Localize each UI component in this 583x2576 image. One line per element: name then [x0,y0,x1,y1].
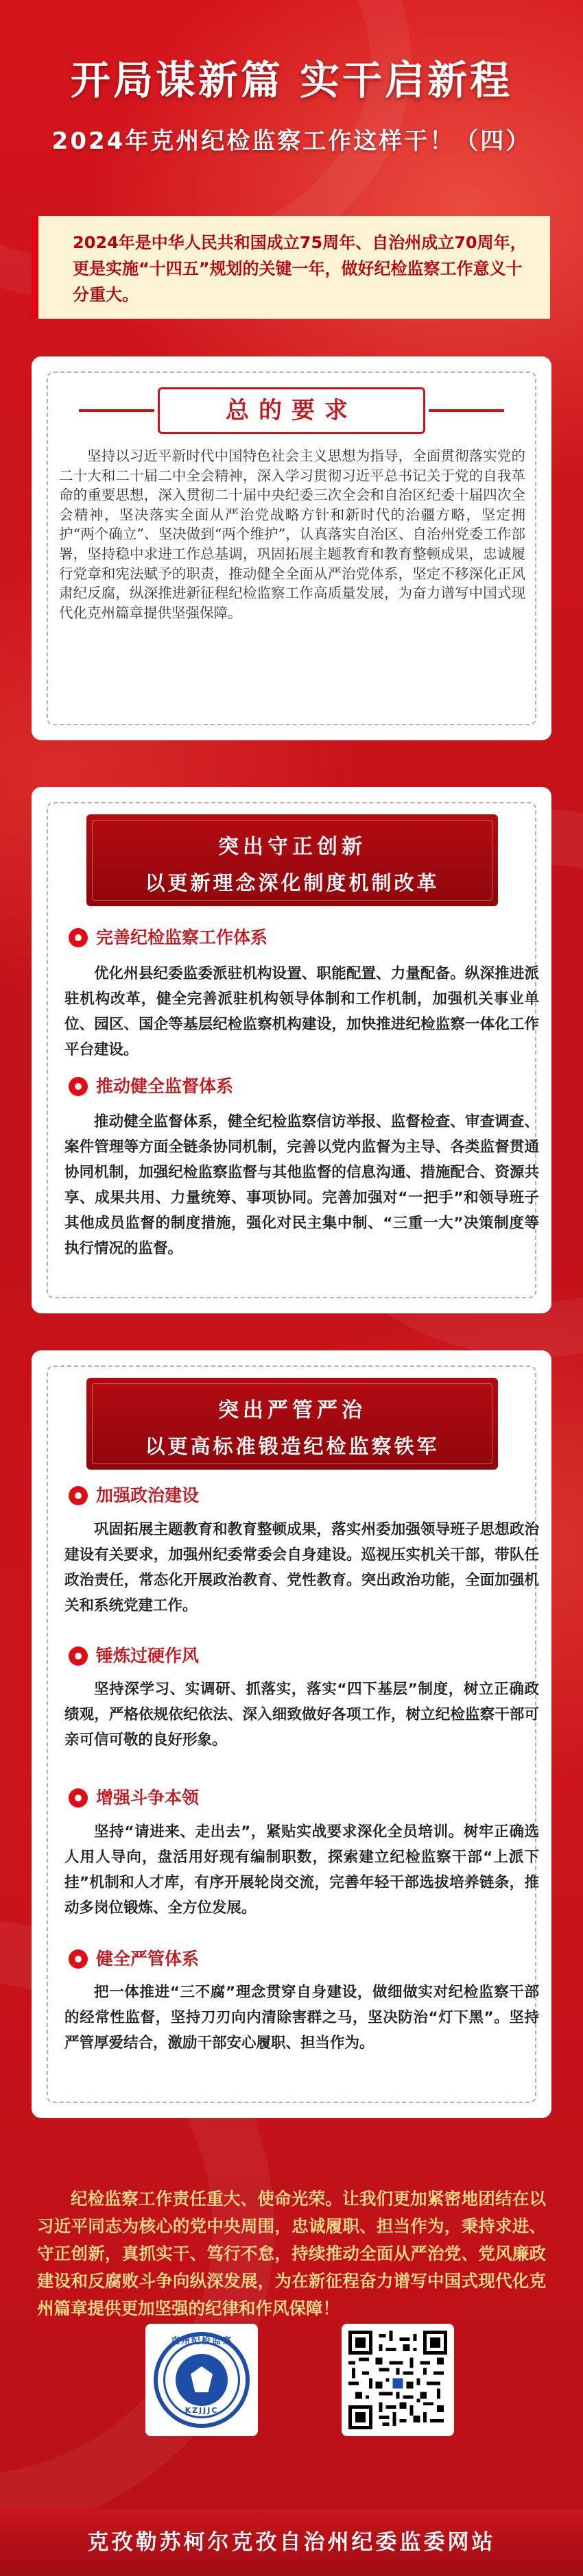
logo-bottom-text: KZJJJC [185,2406,219,2415]
section-banner [86,1378,498,1470]
qr-code[interactable] [342,2324,454,2436]
section-banner [86,814,498,906]
subsection-text: 坚持深学习、实调研、抓落实，落实“四下基层”制度，树立正确政绩观，严格依规依纪依法、深入细致做好各项工作，树立纪检监察干部可亲可信可敬的良好形象。 [64,1681,539,1749]
subsection-tag [69,1642,199,1670]
subsection-text: 坚持“请进来、走出去”，紧贴实战要求深化全员培训。树牢正确选人用人导向，盘活用好现有编制职数，探索建立纪检监察干部“上派下挂”机制和人才库，有序开展轮岗交流，完善年轻干部选拔培养链条，推动多岗位锻炼、全方位发展。 [64,1823,539,1917]
subsection-tag-label: 增强斗争本领 [96,1788,200,1808]
footer-bar [0,2509,583,2576]
bullet-icon [69,1788,88,1808]
bullet-icon [69,1077,88,1096]
subsection-tag [69,924,267,951]
subsection-tag-label: 完善纪检监察工作体系 [96,927,268,947]
banner-line-1: 突出守正创新 [218,835,366,859]
bullet-icon [69,928,88,947]
banner-line-1: 突出严管严治 [218,1398,366,1422]
intro-text: 2024年是中华人民共和国成立75周年、自治州成立70周年，更是实施“十四五”规划的关键一年，做好纪检监察工作意义十分重大。 [73,233,527,304]
banner-line-2: 以更新理念深化制度机制改革 [145,871,440,895]
subsection-text: 巩固拓展主题教育和教育整顿成果，落实州委加强领导班子思想政治建设有关要求，加强州纪委常委会自身建设。巡视压实机关干部，带队任政治责任，常态化开展政治教育、党性教育。突出政治功能，全面加强机关和系统党建工作。 [64,1521,539,1614]
page-subtitle: 2024年克州纪检监察工作这样干！（四） [51,127,532,155]
subsection-tag-label: 健全严管体系 [96,1949,200,1969]
closing-text: 纪检监察工作责任重大、使命光荣。让我们更加紧密地团结在以习近平同志为核心的党中央周围，忠诚履职、担当作为，秉持求进、守正创新，真抓实干、笃行不怠，持续推动全面从严治党、党风廉政建设和反腐败斗争向纵深发展，为在新征程奋力谱写中国式现代化克州篇章提供更加坚强的纪律和作风保障！ [37,2189,546,2318]
summary-text: 坚持以习近平新时代中国特色社会主义思想为指导，全面贯彻落实党的二十大和二十届二中全会精神，深入学习贯彻习近平总书记关于党的自我革命的重要思想，深入贯彻二十届中央纪委三次全会和自治区纪委十届四次全会精神，坚决落实全面从严治党战略方针和新时代的治疆方略，坚定拥护“两个确立”、坚决做到“两个维护”，认真落实自治区、自治州党委工作部署，坚持稳中求进工作总基调，巩固拓展主题教育和教育整顿成果，忠诚履行党章和宪法赋予的职责，推动健全全面从严治党体系，坚定不移深化正风肃纪反腐，纵深推进新征程纪检监察工作高质量发展，为奋力谱写中国式现代化克州篇章提供坚强保障。 [59,448,525,621]
subsection-text: 优化州县纪委监委派驻机构设置、职能配置、力量配备。纵深推进派驻机构改革，健全完善派驻机构领导体制和工作机制，加强机关事业单位、园区、国企等基层纪检监察机构建设，加快推进纪检监察一体化工作平台建设。 [64,965,539,1058]
qr-code-icon [348,2331,447,2429]
bullet-icon [69,1647,88,1666]
subsection-tag-label: 锤炼过硬作风 [96,1646,200,1666]
subsection-text: 把一体推进“三不腐”理念贯穿自身建设，做细做实对纪检监察干部的经常性监督，坚持刀刃向内清除害群之马，坚决防治“灯下黑”。坚持严管厚爱结合，激励干部安心履职、担当作为。 [64,1984,539,2052]
banner-line-2: 以更高标准锻造纪检监察铁军 [145,1435,440,1458]
section-heading [158,387,425,434]
subsection-tag [69,1945,199,1973]
bullet-icon [69,1486,88,1505]
section-heading-text: 总的要求 [226,397,357,424]
subsection-tag-label: 加强政治建设 [96,1485,200,1505]
subsection-text: 推动健全监督体系，健全纪检监察信访举报、监督检查、审查调查、案件管理等方面全链条协同机制，完善以党内监督为主导、各类监督贯通协同机制，加强纪检监察监督与其他监督的信息沟通、措施配合、资源共享、成果共用、力量统筹、事项协同。完善加强对“一把手”和领导班子其他成员监督的制度措施，强化对民主集中制、“三重一大”决策制度等执行情况的监督。 [64,1113,539,1257]
subsection-tag [69,1073,233,1100]
subsection-tag-label: 推动健全监督体系 [96,1076,234,1096]
agency-logo [145,2324,258,2436]
footer-site-name: 克孜勒苏柯尔克孜自治州纪委监委网站 [87,2530,496,2555]
intro-box [32,216,550,319]
subsection-tag [69,1482,199,1509]
subsection-tag [69,1784,199,1812]
shield-icon [176,2354,228,2406]
page-title: 开局谋新篇 实干启新程 [70,57,513,104]
bullet-icon [69,1949,88,1969]
logo-top-text: 克州纪检监察 [170,2336,233,2346]
